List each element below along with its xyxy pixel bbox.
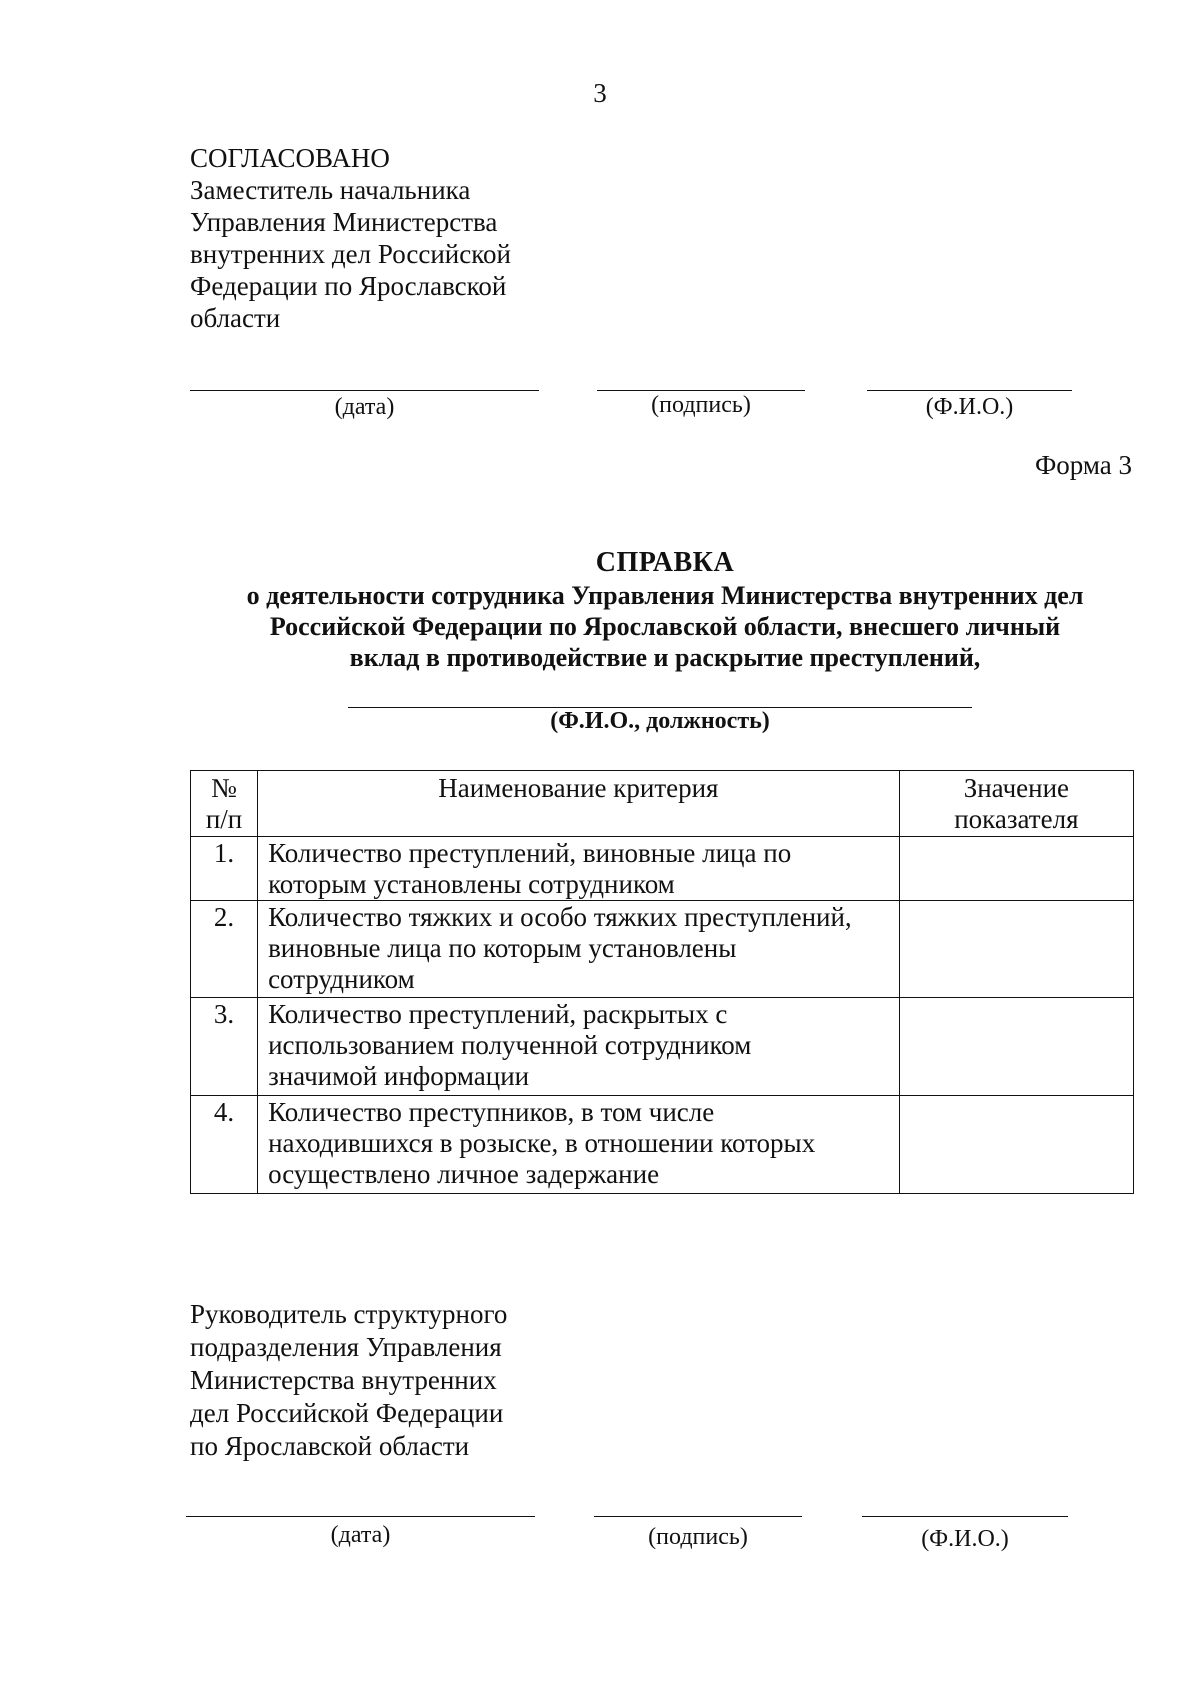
subtitle-line: Российской Федерации по Ярославской области, внесшего личный — [269, 612, 1061, 641]
criterion-line: Количество преступлений, раскрытых с — [268, 999, 728, 1029]
fio-caption: (Ф.И.О.) — [921, 1526, 1009, 1552]
page-number: 3 — [593, 78, 607, 108]
approval-signature-row — [0, 390, 1200, 450]
form-number: Форма 3 — [1034, 450, 1132, 480]
signature-caption: (подпись) — [648, 1524, 748, 1550]
criterion-line: находившихся в розыске, в отношении которых — [268, 1128, 816, 1158]
fio-caption: (Ф.И.О.) — [925, 394, 1014, 420]
row-num: 4. — [191, 1096, 258, 1194]
row-value — [899, 901, 1133, 998]
head-signatory-line: Министерства внутренних — [190, 1365, 497, 1395]
approval-line: области — [190, 303, 281, 333]
date-caption: (дата) — [330, 1522, 391, 1548]
signature-line — [597, 390, 805, 391]
signature-caption: (подпись) — [651, 392, 751, 418]
header-value-line: Значение — [963, 773, 1070, 803]
header-name: Наименование критерия — [258, 771, 900, 837]
document-title: СПРАВКА — [595, 547, 735, 578]
criterion-line: значимой информации — [268, 1061, 530, 1091]
row-value — [899, 1096, 1133, 1194]
row-value — [899, 837, 1133, 901]
row-criterion — [258, 901, 900, 998]
table-header-row — [191, 771, 1134, 837]
table-row — [191, 901, 1134, 998]
date-caption: (дата) — [334, 394, 395, 420]
subtitle-line: вклад в противодействие и раскрытие преступлений, — [349, 643, 981, 672]
header-value-line: показателя — [954, 804, 1079, 834]
approval-line: внутренних дел Российской — [190, 239, 511, 269]
header-value — [899, 771, 1133, 837]
fio-position-caption: (Ф.И.О., должность) — [550, 708, 770, 734]
approval-line: Управления Министерства — [190, 207, 498, 237]
signature-line — [594, 1516, 802, 1517]
row-num: 2. — [191, 901, 258, 998]
fio-line — [862, 1516, 1068, 1517]
criterion-line: Количество преступников, в том числе — [268, 1097, 715, 1127]
date-line — [186, 1516, 535, 1517]
head-signatory-line: по Ярославской области — [190, 1431, 470, 1461]
approval-heading: СОГЛАСОВАНО — [190, 143, 390, 173]
head-signatory-line: Руководитель структурного — [190, 1299, 508, 1329]
table-row — [191, 998, 1134, 1096]
header-num-line: № — [211, 773, 237, 803]
criteria-table — [190, 770, 1134, 1194]
criterion-line: виновные лица по которым установлены — [268, 933, 737, 963]
row-num: 3. — [191, 998, 258, 1096]
table-row — [191, 837, 1134, 901]
criterion-line: Количество преступлений, виновные лица по — [268, 838, 792, 868]
head-signatory-line: дел Российской Федерации — [190, 1398, 504, 1428]
criterion-line: использованием полученной сотрудником — [268, 1030, 752, 1060]
table-row — [191, 1096, 1134, 1194]
criterion-line: осуществлено личное задержание — [268, 1159, 660, 1189]
criterion-line: Количество тяжких и особо тяжких преступлений, — [268, 902, 852, 932]
approval-line: Федерации по Ярославской — [190, 271, 507, 301]
head-signatory-line: подразделения Управления — [190, 1332, 502, 1362]
criterion-line: которым установлены сотрудником — [268, 869, 675, 899]
row-value — [899, 998, 1133, 1096]
head-signature-row — [0, 1516, 1200, 1576]
row-criterion — [258, 998, 900, 1096]
head-signatory-block — [190, 1298, 507, 1463]
date-line — [190, 390, 539, 391]
approval-line: Заместитель начальника — [190, 175, 471, 205]
header-num — [191, 771, 258, 837]
document-subtitle — [120, 580, 1200, 673]
subtitle-line: о деятельности сотрудника Управления Министерства внутренних дел — [246, 581, 1084, 610]
criterion-line: сотрудником — [268, 964, 415, 994]
header-num-line: п/п — [205, 804, 243, 834]
row-criterion — [258, 837, 900, 901]
approval-block — [190, 142, 511, 334]
row-num: 1. — [191, 837, 258, 901]
row-criterion — [258, 1096, 900, 1194]
fio-line — [867, 390, 1072, 391]
